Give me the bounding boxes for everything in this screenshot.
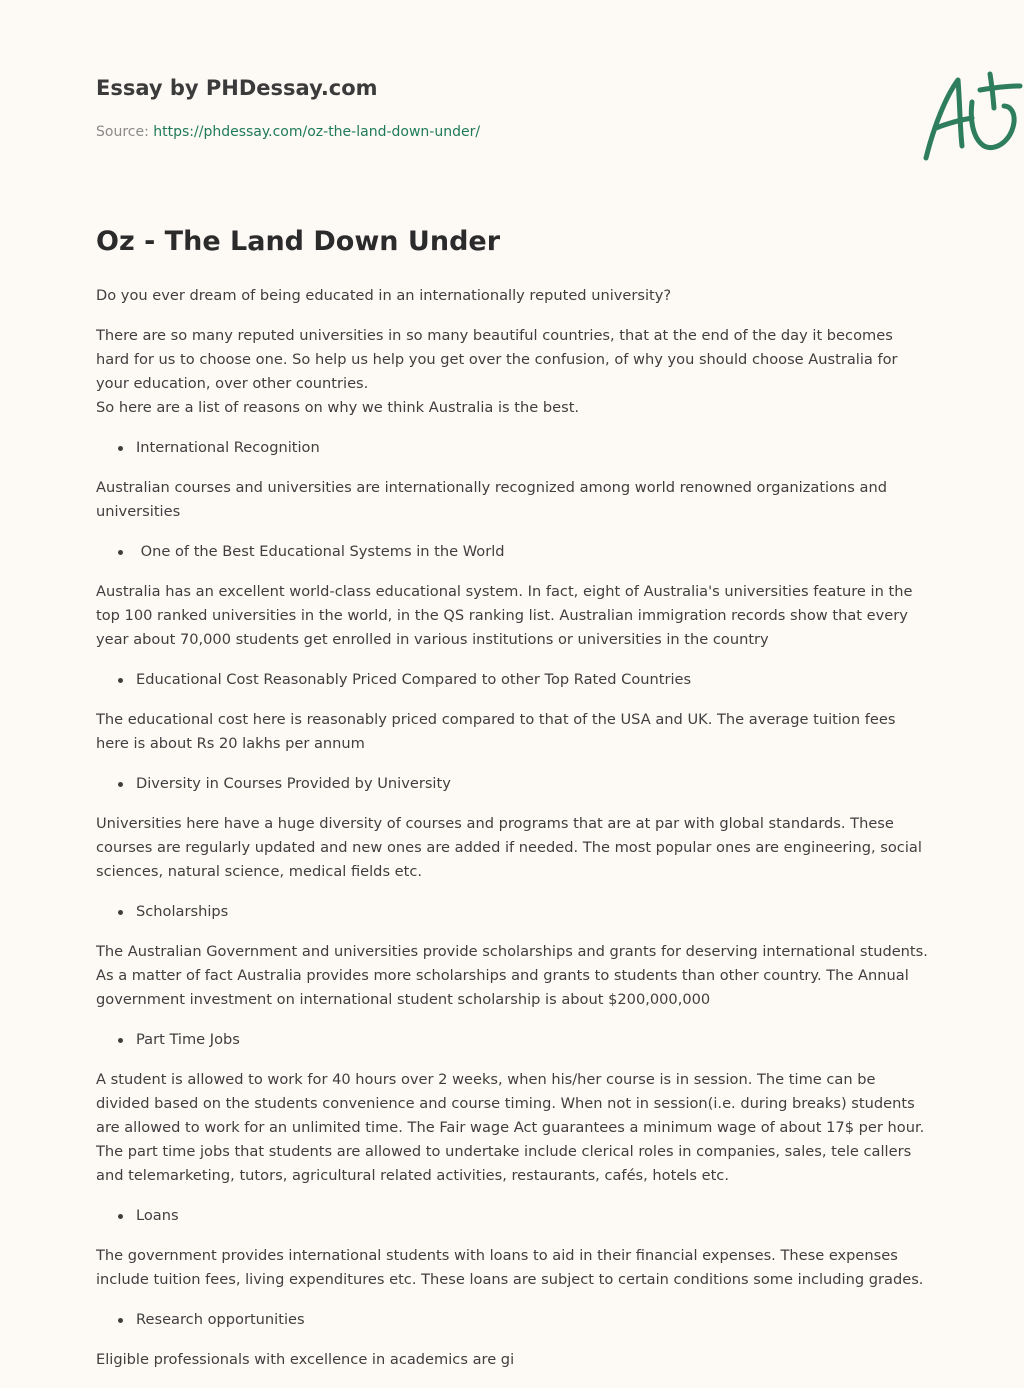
reason-heading: Diversity in Courses Provided by University [136, 772, 930, 796]
reason-heading: International Recognition [136, 436, 930, 460]
essay-body [96, 284, 930, 1388]
reason-heading: One of the Best Educational Systems in the World [136, 540, 930, 564]
reason-heading: Part Time Jobs [136, 1028, 930, 1052]
reason-body: A student is allowed to work for 40 hours over 2 weeks, when his/her course is in session. The time can be divided based on the students convenience and course timing. When not in session(i.e. during breaks) students are allowed to work for an unlimited time. The Fair wage Act guarantees a minimum wage of about 17$ per hour. The part time jobs that students are allowed to undertake include clerical roles in companies, sales, tele callers and telemarketing, tutors, agricultural related activities, restaurants, cafés, hotels etc. [96, 1071, 925, 1184]
a-plus-logo-icon [916, 66, 1024, 166]
source-line [96, 124, 480, 140]
reason-list [96, 772, 930, 796]
reason-list [96, 540, 930, 564]
reason-body: The government provides international students with loans to aid in their financial expenses. These expenses include tuition fees, living expenditures etc. These loans are subject to certain conditions some including grades. [96, 1247, 924, 1288]
reason-list [96, 1028, 930, 1052]
reason-body: Australian courses and universities are internationally recognized among world renowned organizations and universities [96, 479, 887, 520]
site-title: Essay by PHDessay.com [96, 76, 378, 100]
reason-list [96, 1308, 930, 1332]
reason-heading: Scholarships [136, 900, 930, 924]
reason-body: The Australian Government and universities provide scholarships and grants for deserving international students. As a matter of fact Australia provides more scholarships and grants to students than other country. The Annual government investment on international student scholarship is about $200,000,000 [96, 943, 928, 1008]
intro-line-1: There are so many reputed universities in so many beautiful countries, that at the end of the day it becomes hard for us to choose one. So help us help you get over the confusion, of why you should choose Australia for your education, over other countries. [96, 327, 898, 392]
reason-body: Universities here have a huge diversity of courses and programs that are at par with global standards. These courses are regularly updated and new ones are added if needed. The most popular ones are engineering, social sciences, natural science, medical fields etc. [96, 815, 922, 880]
reason-heading: Research opportunities [136, 1308, 930, 1332]
intro-paragraph [96, 324, 930, 420]
intro-question: Do you ever dream of being educated in an internationally reputed university? [96, 287, 672, 304]
source-label: Source: [96, 124, 154, 140]
source-link[interactable]: https://phdessay.com/oz-the-land-down-under/ [153, 124, 481, 140]
reason-list [96, 668, 930, 692]
reason-body: Australia has an excellent world-class educational system. In fact, eight of Australia's universities feature in the top 100 ranked universities in the world, in the QS ranking list. Australian immigration records show that every year about 70,000 students get enrolled in various institutions or universities in the country [96, 583, 913, 648]
reason-heading: Educational Cost Reasonably Priced Compared to other Top Rated Countries [136, 668, 930, 692]
essay-title: Oz - The Land Down Under [96, 226, 501, 257]
reason-list [96, 1204, 930, 1228]
reason-body: Eligible professionals with excellence in academics are gi [96, 1351, 515, 1368]
reason-heading: Loans [136, 1204, 930, 1228]
reason-list [96, 436, 930, 460]
reason-body: The educational cost here is reasonably priced compared to that of the USA and UK. The average tuition fees here is about Rs 20 lakhs per annum [96, 711, 896, 752]
intro-line-2: So here are a list of reasons on why we think Australia is the best. [96, 399, 580, 416]
reason-list [96, 900, 930, 924]
